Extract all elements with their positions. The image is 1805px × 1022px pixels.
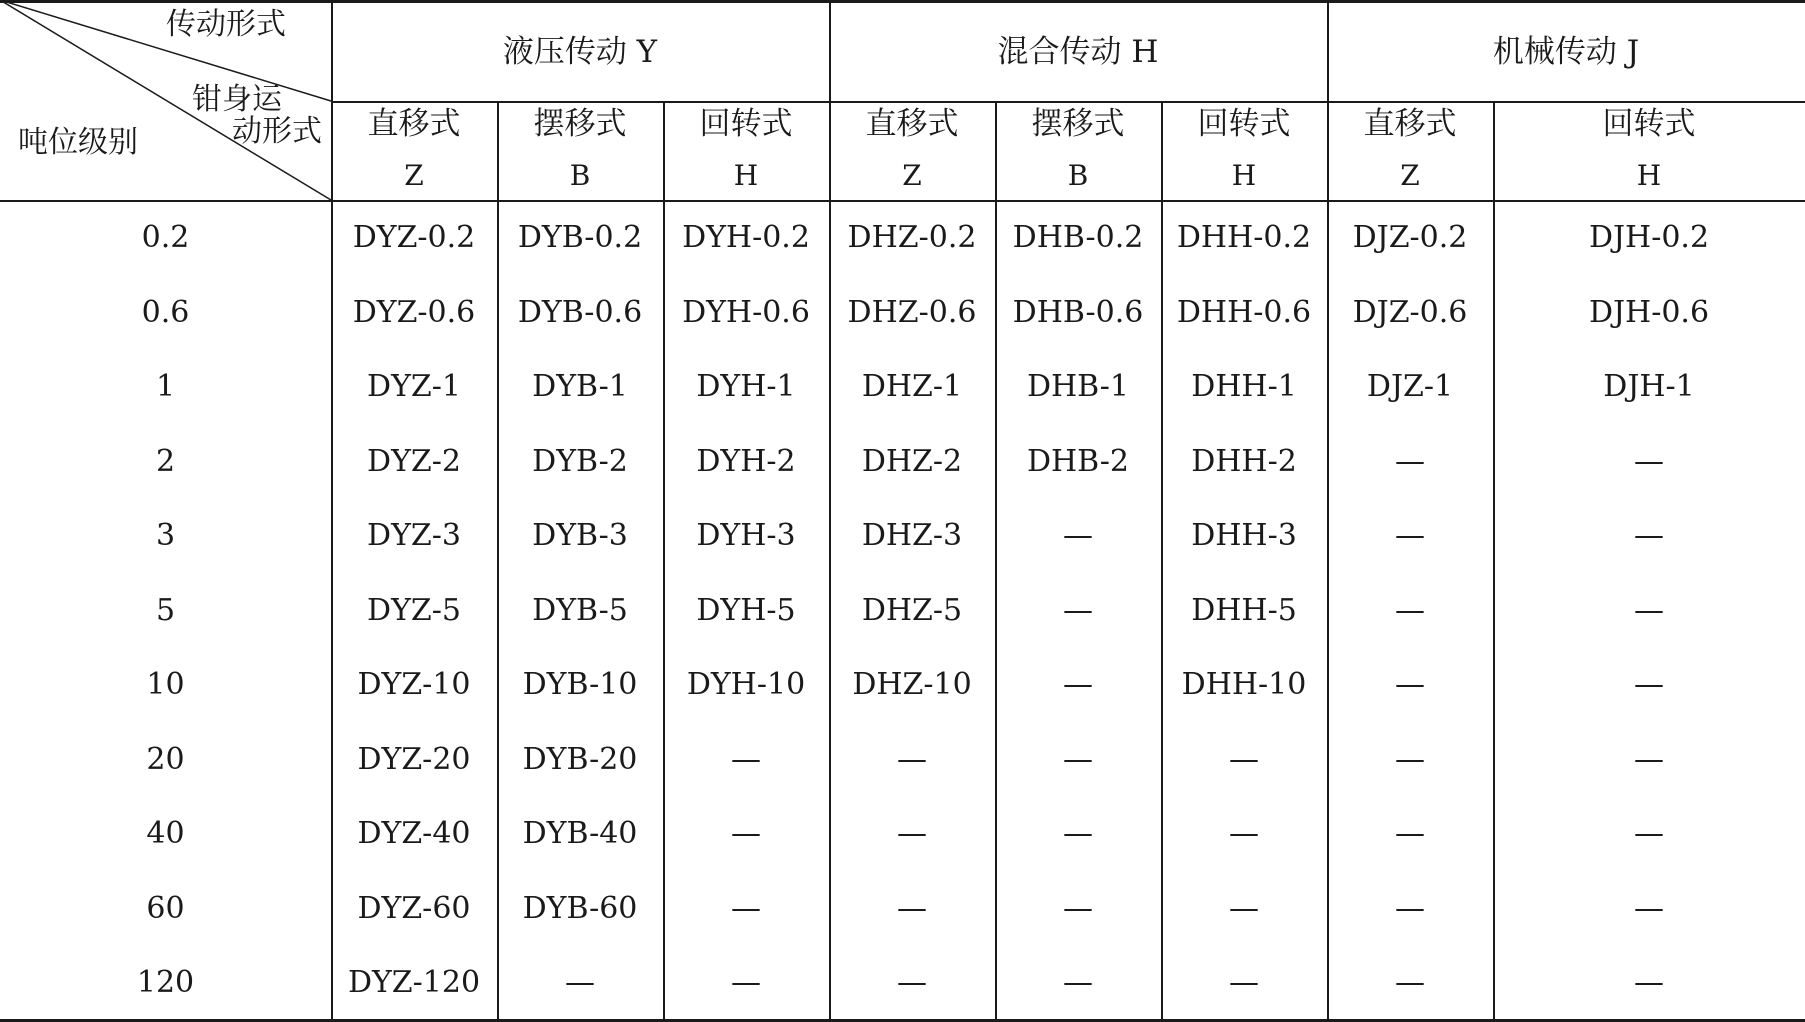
model-cell: DHZ-3: [861, 518, 963, 553]
model-cell: DYZ-0.6: [352, 294, 476, 330]
model-cell: DYZ-0.2: [352, 220, 476, 255]
subheader-code: Z: [404, 159, 424, 192]
model-cell: DHZ-0.2: [847, 220, 977, 255]
tonnage-cell: 5: [155, 592, 176, 628]
model-cell: DYB-2: [532, 443, 628, 479]
model-cell: DJZ-0.6: [1352, 294, 1468, 330]
model-cell: DYH-1: [696, 369, 796, 404]
model-cell: DHZ-0.6: [847, 294, 977, 330]
vertical-rule: [497, 101, 499, 1019]
model-cell: DYZ-120: [347, 965, 481, 1000]
model-cell: DYB-10: [522, 667, 638, 702]
model-cell: DHH-0.2: [1176, 220, 1312, 255]
model-cell: DYZ-3: [367, 518, 461, 553]
subheader-code: H: [1636, 159, 1662, 192]
vertical-rule: [1161, 101, 1163, 1019]
model-cell: —: [1063, 518, 1093, 553]
model-cell: —: [897, 816, 927, 851]
model-cell: —: [1634, 890, 1664, 926]
model-cell: —: [1395, 816, 1425, 851]
model-cell: —: [731, 890, 761, 926]
model-cell: —: [1634, 816, 1664, 851]
model-cell: DHZ-2: [861, 443, 963, 479]
subheader-code: H: [733, 159, 759, 192]
model-cell: DYZ-40: [357, 816, 471, 851]
vertical-rule: [331, 0, 333, 1019]
model-cell: DYB-5: [532, 592, 628, 628]
model-cell: —: [1063, 965, 1093, 1000]
vertical-rule: [995, 101, 997, 1019]
model-cell: —: [731, 965, 761, 1000]
model-cell: —: [1634, 667, 1664, 702]
model-cell: —: [1063, 741, 1093, 777]
group-header: 混合传动 H: [997, 33, 1159, 70]
model-cell: DJH-0.2: [1588, 220, 1710, 255]
model-cell: DYH-0.2: [682, 220, 810, 255]
model-cell: DYB-20: [522, 741, 638, 777]
tonnage-cell: 20: [146, 741, 185, 777]
model-cell: —: [1634, 965, 1664, 1000]
model-cell: DJH-1: [1603, 369, 1695, 404]
model-cell: DYB-40: [522, 816, 638, 851]
model-cell: DYH-2: [696, 443, 796, 479]
model-cell: —: [1063, 592, 1093, 628]
subheader-code: H: [1231, 159, 1257, 192]
model-cell: DYZ-20: [357, 741, 471, 777]
tonnage-cell: 1: [155, 369, 176, 404]
horizontal-rule: [0, 200, 1805, 202]
model-cell: —: [1395, 890, 1425, 926]
subheader-name: 摆移式: [533, 105, 627, 142]
subheader-code: Z: [902, 159, 922, 192]
model-cell: DJZ-0.2: [1352, 220, 1468, 255]
model-cell: DHH-2: [1191, 443, 1297, 479]
corner-label-motion-2: 动形式: [232, 114, 322, 149]
model-cell: DYH-3: [696, 518, 796, 553]
model-cell: —: [1395, 592, 1425, 628]
group-header: 液压传动 Y: [502, 33, 658, 70]
subheader-code: B: [1067, 159, 1089, 192]
model-cell: DHB-0.2: [1012, 220, 1144, 255]
tonnage-cell: 0.2: [141, 220, 190, 255]
model-cell: DJZ-1: [1366, 369, 1454, 404]
vertical-rule: [1327, 0, 1329, 1019]
tonnage-cell: 0.6: [141, 294, 190, 330]
model-cell: —: [1395, 965, 1425, 1000]
subheader-name: 直移式: [1363, 105, 1457, 142]
model-cell: —: [1063, 667, 1093, 702]
model-cell: DYZ-2: [367, 443, 461, 479]
model-cell: —: [897, 741, 927, 777]
model-cell: DJH-0.6: [1588, 294, 1710, 330]
model-cell: —: [1063, 890, 1093, 926]
vertical-rule: [829, 0, 831, 1019]
tonnage-cell: 2: [155, 443, 176, 479]
group-header: 机械传动 J: [1492, 33, 1640, 70]
model-cell: DHB-1: [1026, 369, 1130, 404]
corner-label-transmission: 传动形式: [166, 7, 286, 42]
model-cell: DHH-3: [1191, 518, 1297, 553]
model-cell: DHH-0.6: [1176, 294, 1312, 330]
model-cell: DYB-1: [532, 369, 628, 404]
vertical-rule: [663, 101, 665, 1019]
model-cell: DYB-3: [532, 518, 628, 553]
model-cell: DHH-10: [1181, 667, 1307, 702]
model-cell: —: [565, 965, 595, 1000]
model-cell: DHZ-1: [861, 369, 963, 404]
model-cell: DYZ-10: [357, 667, 471, 702]
tonnage-cell: 10: [146, 667, 185, 702]
model-cell: DYZ-1: [367, 369, 461, 404]
subheader-code: B: [569, 159, 591, 192]
subheader-name: 回转式: [699, 105, 793, 142]
model-cell: DYH-0.6: [682, 294, 810, 330]
tonnage-cell: 3: [155, 518, 176, 553]
subheader-name: 摆移式: [1031, 105, 1125, 142]
model-cell: DYZ-5: [367, 592, 461, 628]
model-cell: DHH-1: [1191, 369, 1297, 404]
model-cell: —: [1229, 965, 1259, 1000]
vertical-rule: [1493, 101, 1495, 1019]
subheader-name: 直移式: [367, 105, 461, 142]
corner-label-tonnage: 吨位级别: [18, 125, 138, 160]
model-cell: —: [731, 816, 761, 851]
model-cell: DYB-0.2: [517, 220, 643, 255]
model-cell: —: [1229, 890, 1259, 926]
tonnage-cell: 120: [136, 965, 195, 1000]
subheader-code: Z: [1400, 159, 1420, 192]
model-cell: —: [897, 965, 927, 1000]
model-cell: —: [731, 741, 761, 777]
model-cell: DHZ-5: [861, 592, 963, 628]
model-cell: DHB-0.6: [1012, 294, 1144, 330]
model-cell: —: [1395, 443, 1425, 479]
model-cell: DYH-10: [686, 667, 806, 702]
subheader-name: 回转式: [1602, 105, 1696, 142]
model-cell: —: [1634, 592, 1664, 628]
model-cell: DYZ-60: [357, 890, 471, 926]
subheader-name: 直移式: [865, 105, 959, 142]
model-cell: —: [1395, 518, 1425, 553]
model-cell: DHH-5: [1191, 592, 1297, 628]
model-cell: DHB-2: [1026, 443, 1130, 479]
model-cell: DHZ-10: [852, 667, 972, 702]
model-cell: —: [897, 890, 927, 926]
model-cell: —: [1229, 741, 1259, 777]
subheader-name: 回转式: [1197, 105, 1291, 142]
model-cell: DYB-0.6: [517, 294, 643, 330]
model-cell: —: [1229, 816, 1259, 851]
model-cell: —: [1395, 741, 1425, 777]
horizontal-rule: [331, 101, 1805, 103]
model-cell: DYH-5: [696, 592, 796, 628]
model-cell: —: [1634, 741, 1664, 777]
tonnage-cell: 60: [146, 890, 185, 926]
model-cell: DYB-60: [522, 890, 638, 926]
model-cell: —: [1063, 816, 1093, 851]
model-cell: —: [1634, 443, 1664, 479]
corner-label-motion-1: 钳身运: [192, 82, 282, 117]
model-cell: —: [1634, 518, 1664, 553]
tonnage-cell: 40: [146, 816, 185, 851]
horizontal-rule: [0, 0, 1805, 3]
model-cell: —: [1395, 667, 1425, 702]
